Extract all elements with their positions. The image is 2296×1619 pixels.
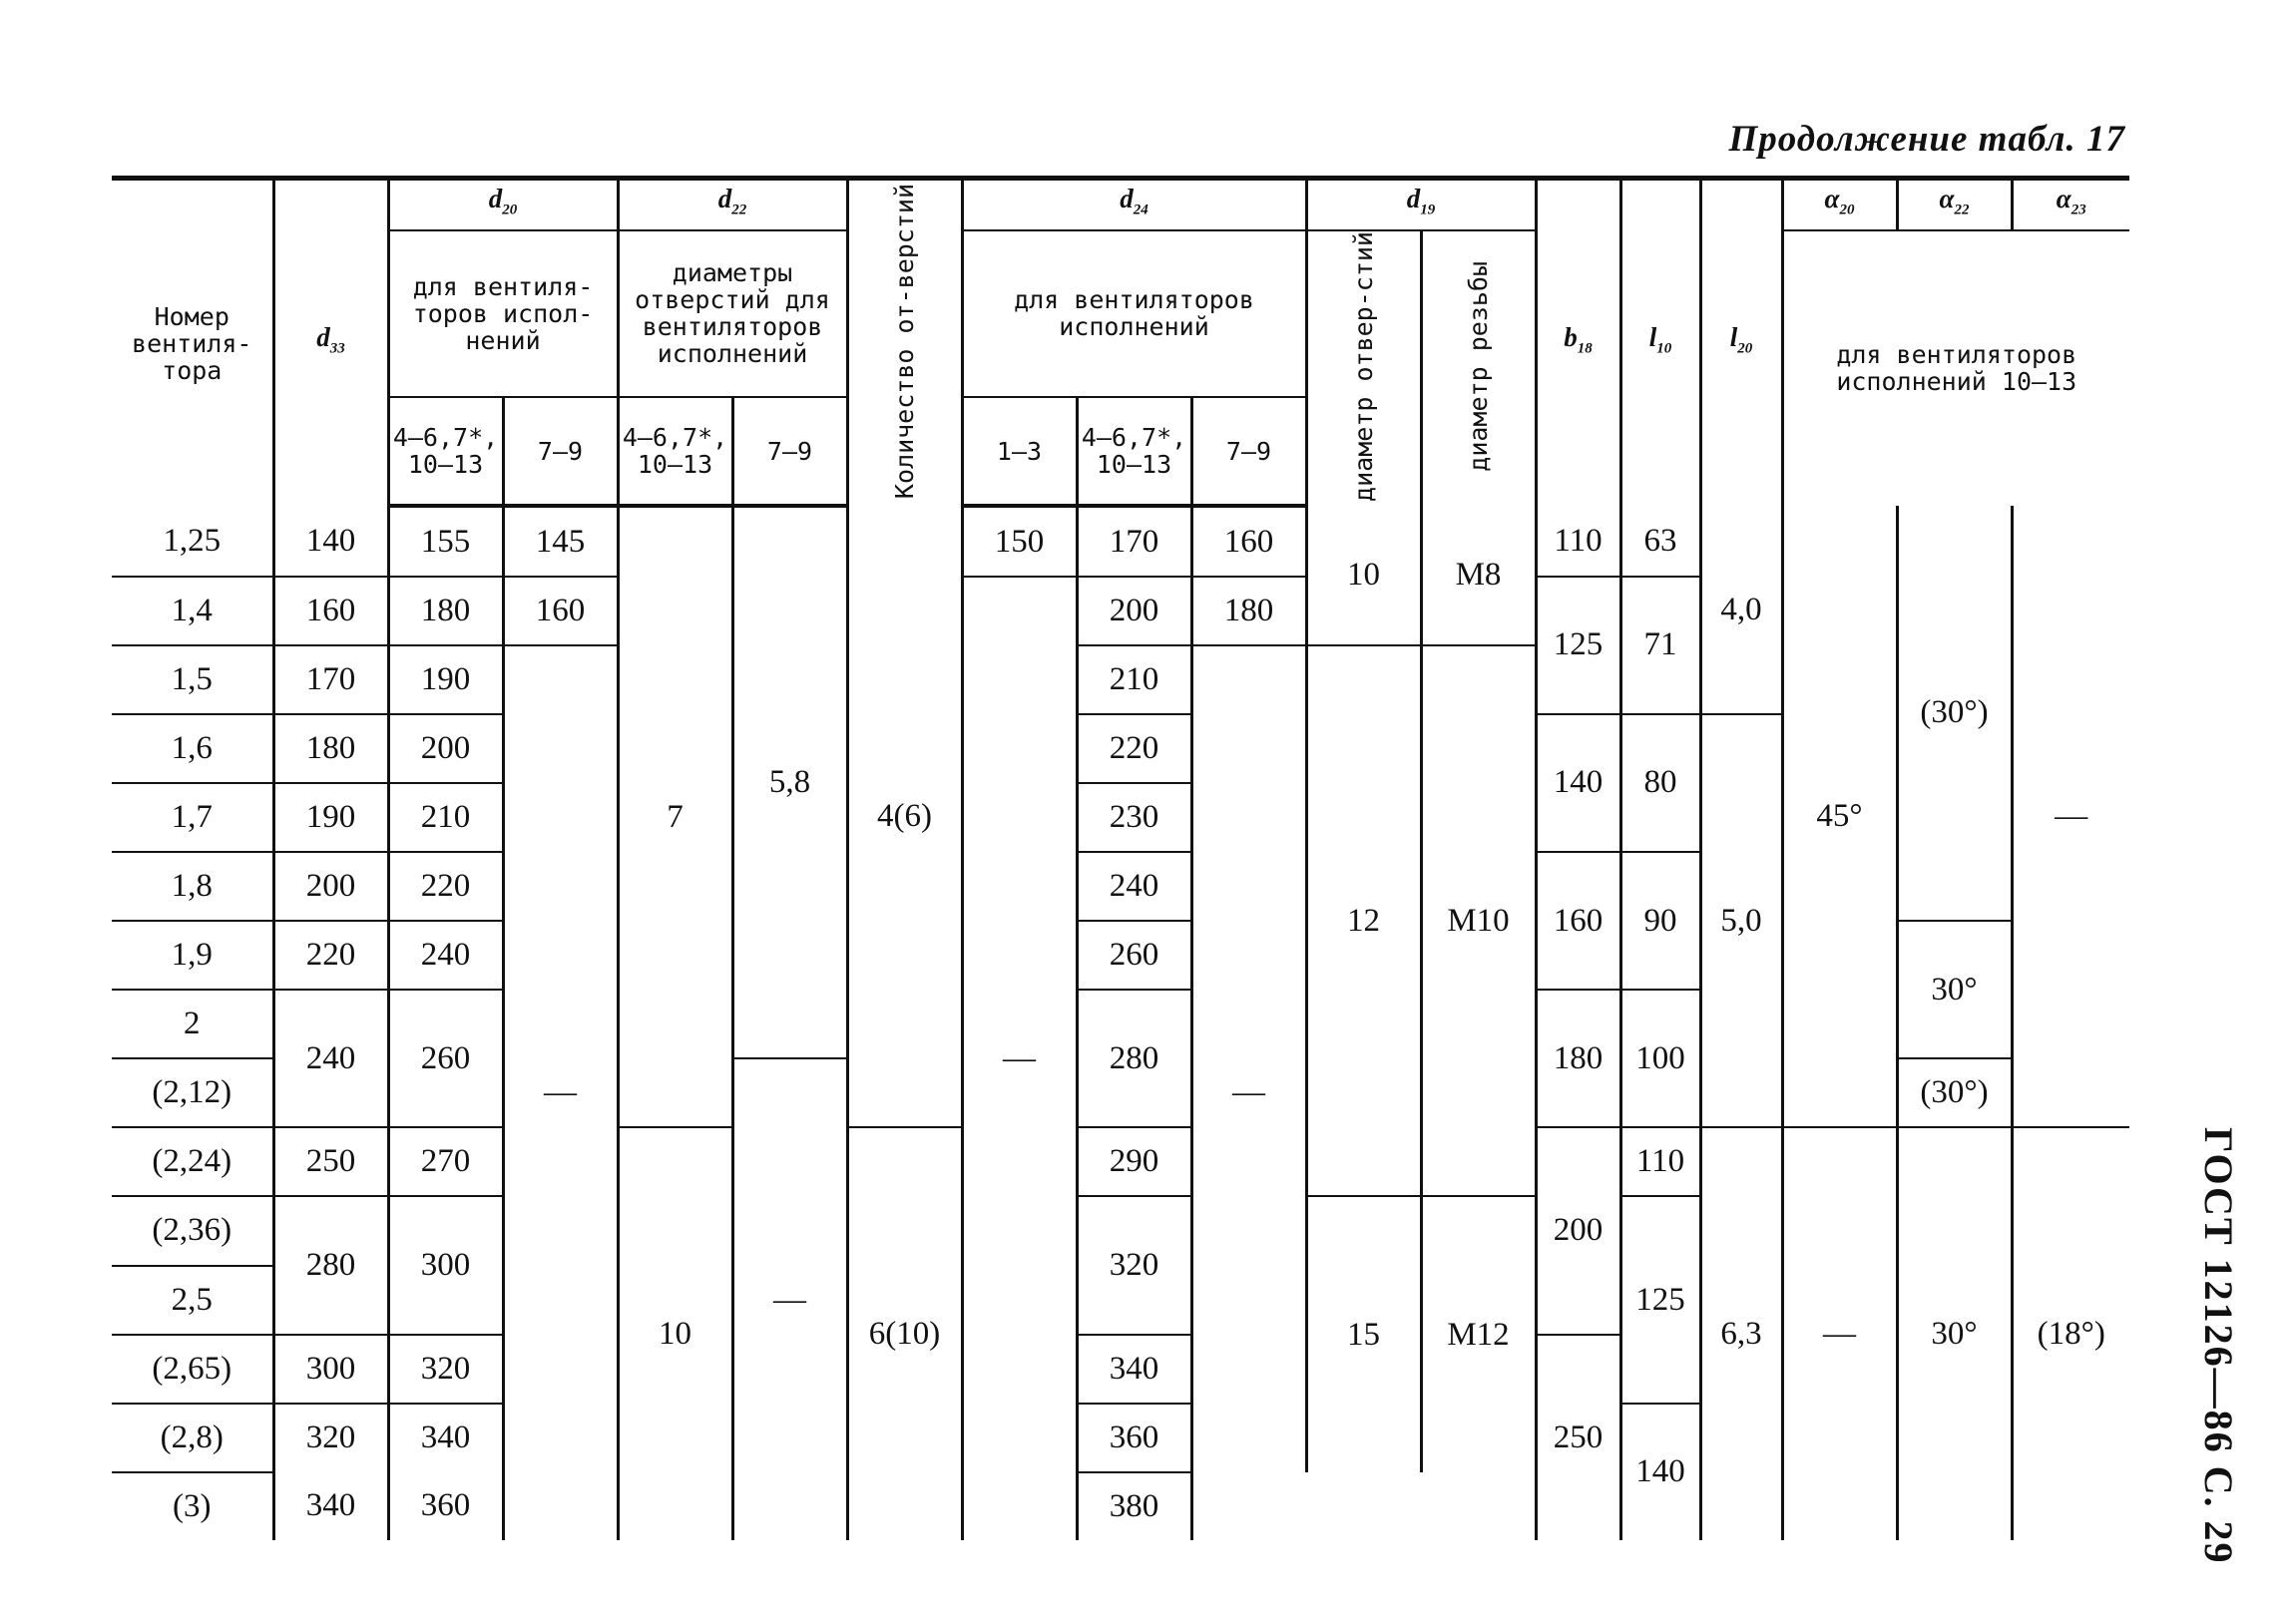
d20-value: 155: [388, 506, 503, 576]
d20-value: 160: [503, 577, 618, 645]
d20-value: 360: [388, 1472, 503, 1540]
d33-value: 180: [273, 714, 388, 783]
header-ex-7-9: 7—9: [503, 397, 618, 507]
header-l20: $l_{20}$: [1700, 179, 1782, 507]
d24-value: 150: [962, 506, 1077, 576]
header-angle-group: для вентиляторов исполнений 10—13: [1782, 230, 2129, 507]
d24-value: 290: [1077, 1127, 1191, 1196]
header-d20-group: для вентиля-торов испол-нений: [388, 230, 618, 397]
d24-value: 160: [1191, 506, 1306, 576]
header-holes-count: Количество от-верстий: [847, 179, 962, 507]
d20-value: 300: [388, 1196, 503, 1334]
header-d33: $d_{33}$: [273, 179, 388, 507]
d24-value: 360: [1077, 1404, 1191, 1472]
a23-value: —: [2012, 506, 2129, 1127]
d20-value: 180: [388, 577, 503, 645]
d22-value: 7: [618, 506, 732, 1127]
b18-value: 110: [1536, 506, 1620, 576]
header-ex-4-13: 4—6,7*, 10—13: [618, 397, 732, 507]
header-hole-diam: диаметр отвер-стий: [1306, 230, 1421, 507]
d22-value: —: [732, 1058, 847, 1540]
d19-thread-value: M8: [1421, 506, 1536, 644]
d33-value: 300: [273, 1335, 388, 1404]
standard-side-label: ГОСТ 12126—86 С. 29: [2196, 1127, 2241, 1565]
holes-value: 4(6): [847, 506, 962, 1127]
l10-value: 110: [1620, 1127, 1700, 1196]
a20-value: 45°: [1782, 506, 1897, 1127]
d33-value: 280: [273, 1196, 388, 1334]
l20-value: 5,0: [1700, 714, 1782, 1128]
d33-value: 240: [273, 990, 388, 1127]
d24-value: 170: [1077, 506, 1191, 576]
header-a23: $\alpha_{23}$: [2012, 179, 2129, 230]
header-ex-1-3: 1—3: [962, 397, 1077, 507]
header-thread-diam: диаметр резьбы: [1421, 230, 1536, 507]
d24-value: 340: [1077, 1335, 1191, 1404]
d33-value: 200: [273, 852, 388, 921]
d33-value: 170: [273, 645, 388, 714]
header-a22: $\alpha_{22}$: [1897, 179, 2012, 230]
b18-value: 125: [1536, 577, 1620, 714]
fan-number: (2,8): [112, 1404, 273, 1472]
a22-value: (30°): [1897, 1058, 2012, 1127]
l10-value: 125: [1620, 1196, 1700, 1403]
fan-number: 1,9: [112, 921, 273, 990]
d20-value: 145: [503, 506, 618, 576]
b18-value: 200: [1536, 1127, 1620, 1334]
header-d22: $d_{22}$: [618, 179, 847, 230]
d20-value: 210: [388, 783, 503, 852]
fan-number: 1,7: [112, 783, 273, 852]
d24-value: —: [1191, 645, 1306, 1540]
header-b18: $b_{18}$: [1536, 179, 1620, 507]
fan-number: 2,5: [112, 1266, 273, 1335]
d19-thread-value: M10: [1421, 645, 1536, 1197]
holes-value: 6(10): [847, 1127, 962, 1540]
d24-value: 200: [1077, 577, 1191, 645]
d24-value: 210: [1077, 645, 1191, 714]
d33-value: 140: [273, 506, 388, 576]
header-ex-7-9: 7—9: [732, 397, 847, 507]
data-table: [112, 176, 2129, 1540]
header-d20: $d_{20}$: [388, 179, 618, 230]
l10-value: 100: [1620, 990, 1700, 1127]
fan-number: 1,8: [112, 852, 273, 921]
d24-value: —: [962, 577, 1077, 1540]
header-fan-number: Номер вентиля-тора: [112, 179, 273, 507]
d24-value: 260: [1077, 921, 1191, 990]
fan-number: (2,36): [112, 1196, 273, 1265]
header-ex-4-13: 4—6,7*, 10—13: [388, 397, 503, 507]
d33-value: 250: [273, 1127, 388, 1196]
l10-value: 80: [1620, 714, 1700, 852]
d22-value: 10: [618, 1127, 732, 1540]
header-ex-7-9: 7—9: [1191, 397, 1306, 507]
header-d22-group: диаметры отверстий для вентиляторов исполнений: [618, 230, 847, 397]
fan-number: 1,25: [112, 506, 273, 576]
header-a20: $\alpha_{20}$: [1782, 179, 1897, 230]
fan-number: (3): [173, 1487, 212, 1524]
d24-value: 280: [1077, 990, 1191, 1127]
d24-value: 230: [1077, 783, 1191, 852]
a20-value: —: [1782, 1127, 1897, 1540]
l20-value: 4,0: [1700, 506, 1782, 713]
header-d24-group: для вентиляторов исполнений: [962, 230, 1306, 397]
d33-value: 220: [273, 921, 388, 990]
d24-value: 380: [1077, 1472, 1191, 1540]
header-l10: $l_{10}$: [1620, 179, 1700, 507]
a22-value: 30°: [1897, 1127, 2012, 1540]
d20-value: —: [503, 645, 618, 1540]
l10-value: 71: [1620, 577, 1700, 714]
b18-value: 180: [1536, 990, 1620, 1127]
d33-value: 160: [273, 577, 388, 645]
header-d24: $d_{24}$: [962, 179, 1306, 230]
d24-value: 320: [1077, 1196, 1191, 1334]
d20-value: 190: [388, 645, 503, 714]
d24-value: 180: [1191, 577, 1306, 645]
table-body: [112, 506, 2129, 1540]
a22-value: (30°): [1897, 506, 2012, 921]
d20-value: 340: [388, 1404, 503, 1472]
header-ex-4-13: 4—6,7*, 10—13: [1077, 397, 1191, 507]
d20-value: 320: [388, 1335, 503, 1404]
fan-number: 1,4: [112, 577, 273, 645]
d19-thread-value: M12: [1421, 1196, 1536, 1471]
d33-value: 190: [273, 783, 388, 852]
d24-value: 240: [1077, 852, 1191, 921]
fan-number: (2,12): [112, 1058, 273, 1127]
fan-number: (2,65): [112, 1335, 273, 1404]
d20-value: 200: [388, 714, 503, 783]
fan-number: 2: [112, 990, 273, 1058]
table-caption: Продолжение табл. 17: [1728, 119, 2125, 160]
d19-hole-value: 10: [1306, 506, 1421, 644]
d33-value: 320: [273, 1404, 388, 1472]
l10-value: 90: [1620, 852, 1700, 990]
a23-value: (18°): [2012, 1127, 2129, 1540]
b18-value: 250: [1536, 1335, 1620, 1540]
fan-number: (2,24): [112, 1127, 273, 1196]
fan-number: 1,6: [112, 714, 273, 783]
d20-value: 270: [388, 1127, 503, 1196]
l10-value: 140: [1620, 1404, 1700, 1540]
b18-value: 140: [1536, 714, 1620, 852]
d20-value: 220: [388, 852, 503, 921]
d24-value: 220: [1077, 714, 1191, 783]
d22-value: 5,8: [732, 506, 847, 1058]
header-d19: $d_{19}$: [1306, 179, 1536, 230]
d33-value: 340: [273, 1472, 388, 1540]
d19-hole-value: 12: [1306, 645, 1421, 1197]
a22-value: 30°: [1897, 921, 2012, 1058]
d20-value: 240: [388, 921, 503, 990]
l20-value: 6,3: [1700, 1127, 1782, 1540]
d19-hole-value: 15: [1306, 1196, 1421, 1471]
d20-value: 260: [388, 990, 503, 1127]
l10-value: 63: [1620, 506, 1700, 576]
b18-value: 160: [1536, 852, 1620, 990]
fan-number: 1,5: [112, 645, 273, 714]
